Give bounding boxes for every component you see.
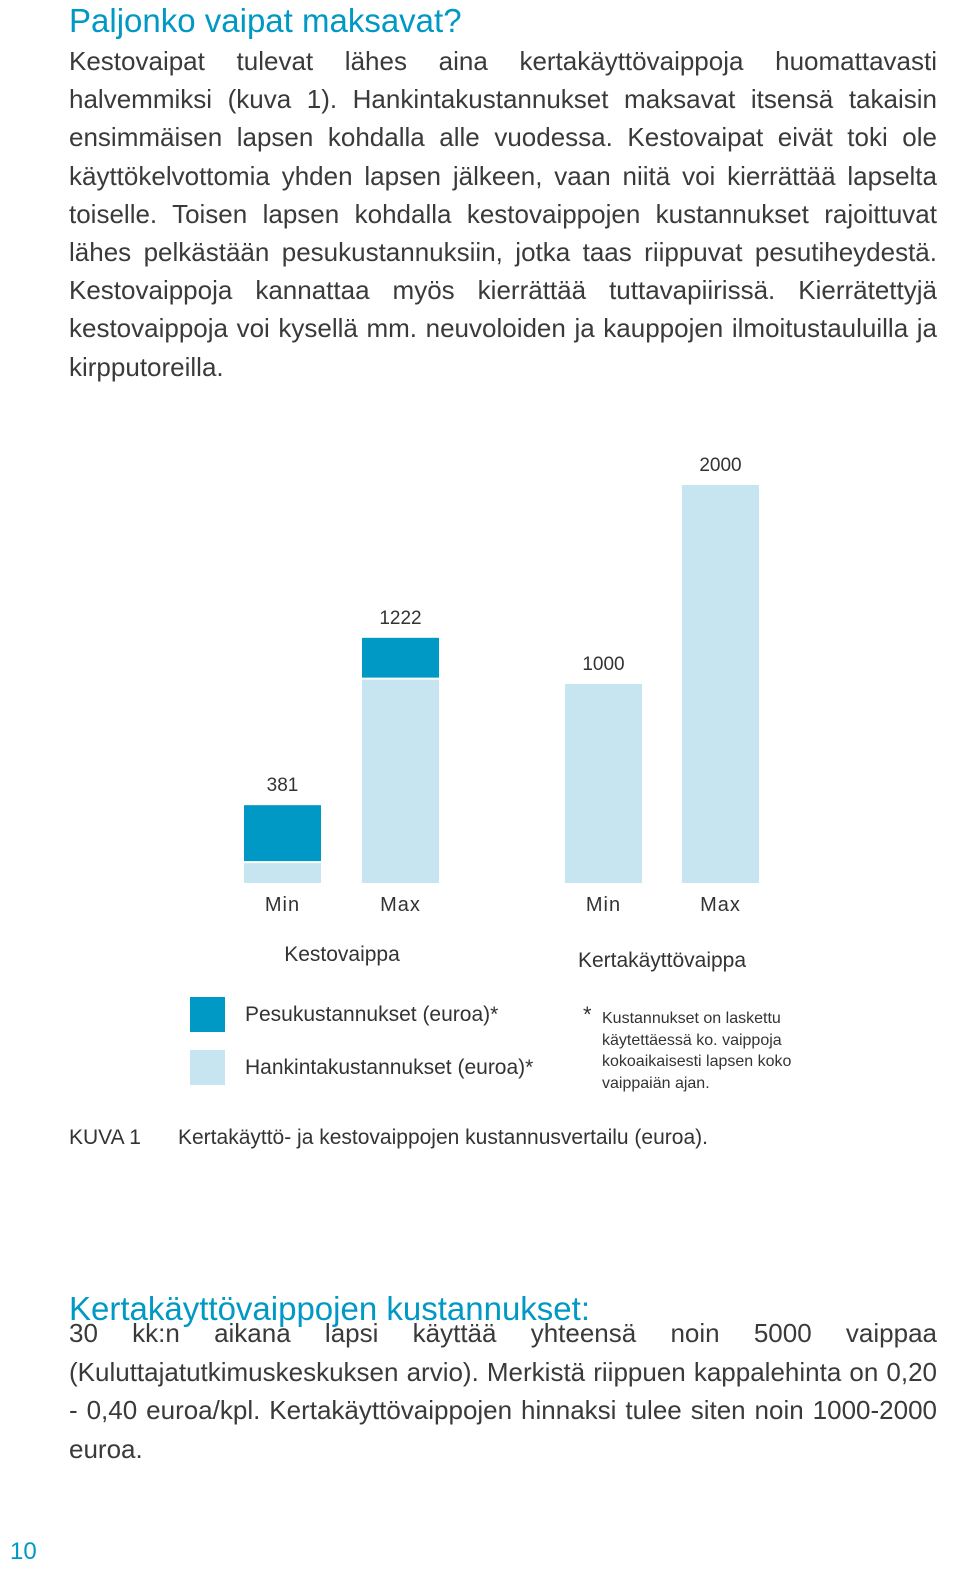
legend-swatch-pesu — [190, 997, 225, 1032]
intro-paragraph: Kestovaipat tulevat lähes aina kertakäyttövaippoja huomattavasti halvemmiksi (kuva 1). Hankintakustannukset maksavat itsensä takaisin ensimmäisen lapsen kohdalla alle vuodessa. Kestovaipat eivät toki ole käyttökelvottomia yhden lapsen jälkeen, vaan niitä voi kierrättää lapselta toiselle. Toisen lapsen kohdalla kestovaippojen kustannukset rajoittuvat lähes pelkästään pesukustannuksiin, jotka taas riippuvat pesutiheydestä. Kestovaippoja kannattaa myös kierrättää tuttavapiirissä. Kierrätettyjä kestovaippoja voi kysellä mm. neuvoloiden ja kauppojen ilmoitustauluilla ja kirpputoreilla. — [69, 46, 937, 382]
group-label-1: Kertakäyttövaippa — [577, 949, 747, 972]
tick-label-0-1: Max — [380, 894, 421, 916]
tick-label-1-0: Min — [585, 894, 622, 916]
tick-label-1-1: Max — [700, 894, 741, 916]
legend-label-pesu: Pesukustannukset (euroa)* — [245, 1003, 499, 1026]
figure-number: KUVA 1 — [69, 1126, 141, 1149]
data-label-1-1: 2000 — [699, 455, 742, 476]
bar-pesu-0-0 — [244, 805, 321, 861]
legend-label-hankinta: Hankintakustannukset (euroa)* — [245, 1056, 534, 1079]
bar-pesu-0-1 — [362, 638, 439, 678]
footnote-line: vaippaiän ajan. — [602, 1074, 710, 1092]
tick-label-0-0: Min — [264, 894, 301, 916]
footnote-text — [602, 1008, 842, 1094]
bar-hankinta-0-1 — [362, 680, 439, 883]
group-label-0: Kestovaippa — [284, 943, 400, 966]
bar-hankinta-1-1 — [682, 485, 759, 883]
footnote-line: kokoaikaisesti lapsen koko — [602, 1053, 792, 1070]
figure-caption: Kertakäyttö- ja kestovaippojen kustannusvertailu (euroa). — [178, 1126, 708, 1149]
page-number: 10 — [10, 1538, 37, 1565]
legend-swatch-hankinta — [190, 1050, 225, 1085]
data-label-0-0: 381 — [266, 775, 299, 797]
bar-hankinta-1-0 — [565, 684, 642, 883]
bar-hankinta-0-0 — [244, 863, 321, 883]
data-label-0-1: 1222 — [379, 607, 422, 629]
footnote-line: käytettäessä ko. vaippoja — [602, 1031, 782, 1049]
cost-comparison-chart — [0, 420, 960, 980]
footnote-line: Kustannukset on laskettu — [602, 1010, 781, 1027]
data-label-1-0: 1000 — [582, 654, 625, 675]
section-heading: Paljonko vaipat maksavat? — [69, 2, 462, 39]
section-heading-2: Kertakäyttövaippojen kustannukset: — [69, 1290, 590, 1327]
disposable-paragraph: 30 kk:n aikana lapsi käyttää yhteensä noin 5000 vaippaa (Kuluttajatutkimuskeskuksen arvio). Merkistä riippuen kappalehinta on 0,20 - 0,40 euroa/kpl. Kertakäyttövaippojen hinnaksi tulee siten noin 1000-2000 euroa. — [69, 1318, 937, 1464]
footnote-asterisk: * — [583, 1002, 592, 1027]
